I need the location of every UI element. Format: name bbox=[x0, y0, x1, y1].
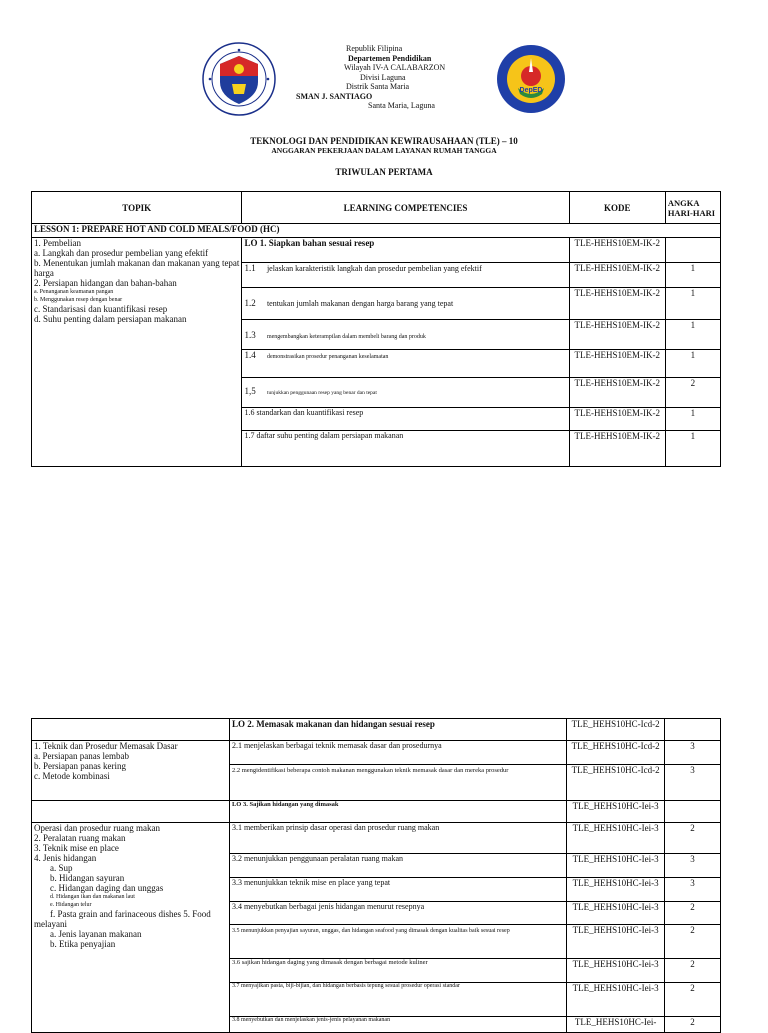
competency-code: TLE-HEHS10EM-IK-2 bbox=[569, 378, 665, 408]
topics-cell bbox=[32, 741, 230, 801]
competency-code: TLE-HEHS10EM-IK-2 bbox=[569, 263, 665, 288]
header-school-name: SMAN J. SANTIAGO bbox=[296, 91, 373, 101]
header-line-district: Distrik Santa Maria bbox=[346, 82, 410, 91]
competency-row: 2.2 mengidentifikasi beberapa contoh makanan menggunakan teknik memasak dasar dan mereka prosedur bbox=[229, 765, 566, 801]
header-line-division: Divisi Laguna bbox=[360, 72, 406, 82]
header-competencies: LEARNING COMPETENCIES bbox=[242, 192, 569, 224]
header-days: ANGKA HARI-HARI bbox=[665, 192, 720, 224]
competency-code: TLE_HEHS10HC-Iei- bbox=[567, 1017, 665, 1033]
days-value bbox=[665, 238, 720, 263]
topic-item: 1. Teknik dan Prosedur Memasak Dasar bbox=[34, 741, 178, 751]
days-value: 3 bbox=[665, 765, 721, 801]
competency-code: TLE_HEHS10HC-Iei-3 bbox=[567, 902, 665, 925]
competency-row: 3.8 menyebutkan dan menjelaskan jenis-jenis pelayanan makanan bbox=[229, 1017, 566, 1033]
days-value: 1 bbox=[665, 263, 720, 288]
topic-item: a. Jenis layanan makanan bbox=[50, 929, 142, 939]
days-value: 2 bbox=[665, 378, 720, 408]
topic-item: a. Langkah dan prosedur pembelian yang efektif bbox=[34, 248, 209, 258]
topic-item: d. Hidangan ikan dan makanan laut bbox=[50, 894, 135, 900]
competency-code: TLE_HEHS10HC-Icd-2 bbox=[567, 719, 665, 741]
competency-number: 1.4 bbox=[244, 350, 256, 360]
header-topik: TOPIK bbox=[32, 192, 242, 224]
topic-item: a. Persiapan panas lembab bbox=[34, 751, 129, 761]
topic-item: 3. Teknik mise en place bbox=[34, 843, 119, 853]
days-value: 2 bbox=[665, 902, 721, 925]
competency-code: TLE_HEHS10HC-Iei-3 bbox=[567, 925, 665, 959]
topic-item: c. Metode kombinasi bbox=[34, 771, 110, 781]
days-value: 1 bbox=[665, 408, 720, 431]
topics-cell bbox=[32, 238, 242, 467]
competency-code: TLE-HEHS10EM-IK-2 bbox=[569, 320, 665, 350]
topic-item: b. Hidangan sayuran bbox=[50, 873, 125, 883]
topic-item: a. Sup bbox=[50, 863, 73, 873]
competency-row bbox=[242, 320, 569, 350]
days-value bbox=[665, 801, 721, 823]
days-value: 2 bbox=[665, 983, 721, 1017]
header-kode: KODE bbox=[569, 192, 665, 224]
days-value: 1 bbox=[665, 350, 720, 378]
competency-row: 3.5 menunjukkan penyajian sayuran, unggas, dan hidangan seafood yang dimasak dengan kualitas baik sesuai resep bbox=[229, 925, 566, 959]
competency-code: TLE_HEHS10HC-Iei-3 bbox=[567, 801, 665, 823]
topic-item: b. Etika penyajian bbox=[50, 939, 116, 949]
competency-row: 3.1 memberikan prinsip dasar operasi dan prosedur ruang makan bbox=[229, 823, 566, 854]
topic-item: e. Hidangan telur bbox=[50, 902, 92, 908]
competency-row bbox=[242, 378, 569, 408]
competency-number: 1.3 bbox=[244, 330, 256, 340]
competency-row bbox=[242, 263, 569, 288]
competency-number: 1.2 bbox=[244, 298, 256, 308]
competency-code: TLE-HEHS10EM-IK-2 bbox=[569, 431, 665, 467]
quarter-title: TRIWULAN PERTAMA bbox=[335, 167, 433, 177]
header-line-region: Wilayah IV-A CALABARZON bbox=[344, 63, 446, 72]
competency-text: tentukan jumlah makanan dengan harga barang yang tepat bbox=[266, 299, 454, 308]
competency-code: TLE-HEHS10EM-IK-2 bbox=[569, 288, 665, 320]
competency-text: jelaskan karakteristik langkah dan prosedur pembelian yang efektif bbox=[266, 264, 482, 273]
topic-item: c. Standarisasi dan kuantifikasi resep bbox=[34, 304, 168, 314]
topic-item: b. Menentukan jumlah makanan dan makanan yang tepat bbox=[34, 258, 240, 268]
topic-item: 4. Jenis hidangan bbox=[34, 853, 97, 863]
competency-row: 3.3 menunjukkan teknik mise en place yang tepat bbox=[229, 878, 566, 902]
header-line-department: Departemen Pendidikan bbox=[348, 53, 432, 63]
header-location: Santa Maria, Laguna bbox=[368, 101, 435, 110]
topic-item: 1. Pembelian bbox=[34, 238, 81, 248]
competency-code: TLE-HEHS10EM-IK-2 bbox=[569, 408, 665, 431]
competency-row bbox=[242, 288, 569, 320]
competency-code: TLE_HEHS10HC-Iei-3 bbox=[567, 854, 665, 878]
competency-code: TLE_HEHS10HC-Iei-3 bbox=[567, 878, 665, 902]
competency-text: mengembangkan keterampilan dalam membeli barang dan produk bbox=[266, 334, 426, 340]
topic-item: d. Suhu penting dalam persiapan makanan bbox=[34, 314, 187, 324]
deped-seal-logo bbox=[202, 42, 276, 116]
topic-item: Operasi dan prosedur ruang makan bbox=[34, 823, 160, 833]
learning-outcome-2: LO 2. Memasak makanan dan hidangan sesuai resep bbox=[229, 719, 566, 741]
days-value: 1 bbox=[665, 431, 720, 467]
topic-item: b. Persiapan panas kering bbox=[34, 761, 126, 771]
competency-code: TLE_HEHS10HC-Iei-3 bbox=[567, 959, 665, 983]
school-emblem-text: DepED bbox=[519, 87, 543, 94]
empty-topic-cell bbox=[32, 719, 230, 741]
school-emblem-logo bbox=[496, 44, 566, 114]
lesson-title: LESSON 1: PREPARE HOT AND COLD MEALS/FOOD (HC) bbox=[32, 224, 721, 238]
competency-code: TLE_HEHS10HC-Icd-2 bbox=[567, 765, 665, 801]
days-value: 3 bbox=[665, 854, 721, 878]
header-block bbox=[296, 44, 445, 111]
competency-text: demonstrasikan prosedur penanganan keselamatan bbox=[266, 354, 389, 360]
competency-row: 3.4 menyebutkan berbagai jenis hidangan menurut resepnya bbox=[229, 902, 566, 925]
days-value: 2 bbox=[665, 959, 721, 983]
competency-number: 1,5 bbox=[244, 386, 256, 396]
competency-row bbox=[242, 350, 569, 378]
days-value: 3 bbox=[665, 878, 721, 902]
topic-item: melayani bbox=[34, 919, 67, 929]
competency-row: 2.1 menjelaskan berbagai teknik memasak dasar dan prosedurnya bbox=[229, 741, 566, 765]
days-value: 1 bbox=[665, 320, 720, 350]
topic-item: harga bbox=[34, 268, 54, 278]
days-value: 2 bbox=[665, 925, 721, 959]
competency-row: 3.7 menyajikan pasta, biji-bijian, dan hidangan berbasis tepung sesuai prosedur operasi standar bbox=[229, 983, 566, 1017]
competency-code: TLE-HEHS10EM-IK-2 bbox=[569, 238, 665, 263]
competency-number: 1.1 bbox=[244, 263, 256, 273]
competency-row: 3.2 menunjukkan penggunaan peralatan ruang makan bbox=[229, 854, 566, 878]
competency-table-1 bbox=[31, 191, 721, 467]
days-value bbox=[665, 719, 721, 741]
learning-outcome-3: LO 3. Sajikan hidangan yang dimasak bbox=[229, 801, 566, 823]
competency-code: TLE-HEHS10EM-IK-2 bbox=[569, 350, 665, 378]
days-value: 1 bbox=[665, 288, 720, 320]
topic-item: 2. Peralatan ruang makan bbox=[34, 833, 126, 843]
competency-row: 3.6 sajikan hidangan daging yang dimasak dengan berbagai metode kuliner bbox=[229, 959, 566, 983]
days-value: 2 bbox=[665, 1017, 721, 1033]
competency-code: TLE_HEHS10HC-Iei-3 bbox=[567, 983, 665, 1017]
competency-code: TLE_HEHS10HC-Icd-2 bbox=[567, 741, 665, 765]
competency-text: tunjukkan penggunaan resep yang benar dan tepat bbox=[266, 390, 377, 396]
header-line-republic: Republik Filipina bbox=[346, 44, 403, 53]
topic-item: b. Menggunakan resep dengan benar bbox=[34, 297, 123, 303]
topic-item: a. Penanganan keamanan pangan bbox=[34, 289, 114, 295]
competency-row: 1.7 daftar suhu penting dalam persiapan makanan bbox=[242, 431, 569, 467]
learning-outcome-1: LO 1. Siapkan bahan sesuai resep bbox=[242, 238, 569, 263]
document-title: TEKNOLOGI DAN PENDIDIKAN KEWIRAUSAHAAN (TLE) – 10 bbox=[250, 136, 518, 146]
topic-item: f. Pasta grain and farinaceous dishes 5. Food bbox=[50, 909, 211, 919]
document-subtitle: ANGGARAN PEKERJAAN DALAM LAYANAN RUMAH TANGGA bbox=[271, 146, 497, 155]
topic-item: c. Hidangan daging dan unggas bbox=[50, 883, 164, 893]
competency-table-2 bbox=[31, 718, 721, 1033]
competency-code: TLE_HEHS10HC-Iei-3 bbox=[567, 823, 665, 854]
days-value: 3 bbox=[665, 741, 721, 765]
days-value: 2 bbox=[665, 823, 721, 854]
topic-item: 2. Persiapan hidangan dan bahan-bahan bbox=[34, 278, 177, 288]
competency-row: 1.6 standarkan dan kuantifikasi resep bbox=[242, 408, 569, 431]
topics-cell bbox=[32, 823, 230, 1033]
empty-topic-cell bbox=[32, 801, 230, 823]
